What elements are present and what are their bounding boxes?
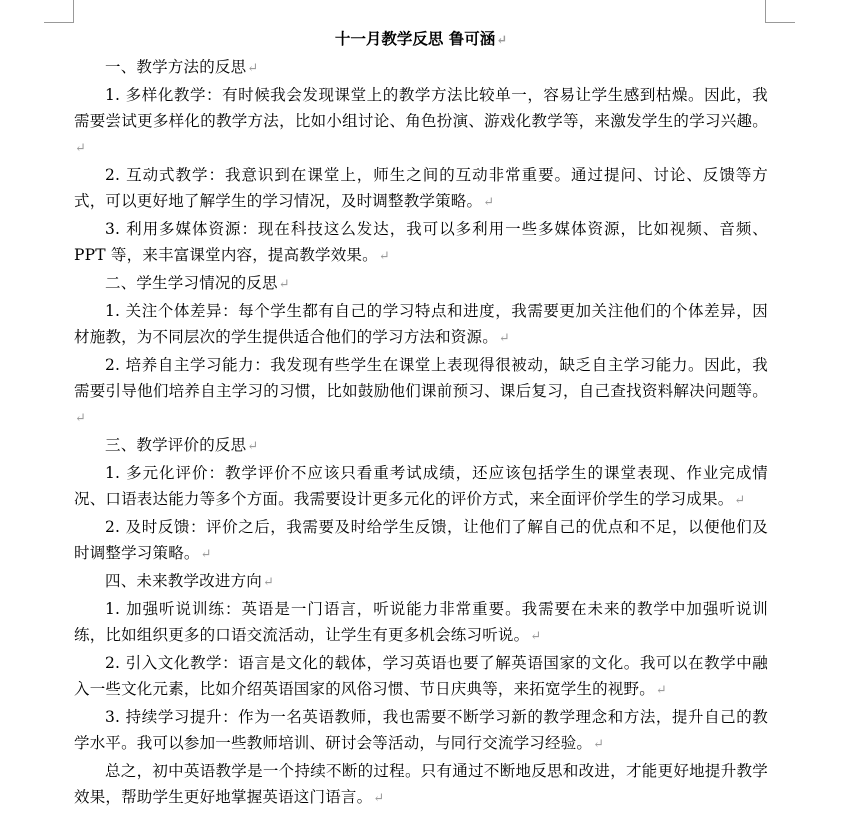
paragraph: 3. 持续学习提升：作为一名英语教师，我也需要不断学习新的教学理念和方法，提升自己的教学水平。我可以参加一些教师培训、研讨会等活动，与同行交流学习经验。↵ [74,708,768,752]
section-heading: 三、教学评价的反思↵ [105,436,259,454]
paragraph: 3. 利用多媒体资源：现在科技这么发达，我可以多利用一些多媒体资源，比如视频、音频、PPT 等，来丰富课堂内容，提高教学效果。↵ [74,220,768,264]
paragraph-mark-icon: ↵ [496,33,508,48]
paragraph-mark-icon: ↵ [530,629,542,644]
section-heading: 二、学生学习情况的反思↵ [105,274,290,292]
paragraph-mark-icon: ↵ [378,249,390,264]
paragraph: 1. 多元化评价：教学评价不应该只看重考试成绩，还应该包括学生的课堂表现、作业完成情况、口语表达能力等多个方面。我需要设计更多元化的评价方式，来全面评价学生的学习成果。↵ [74,464,768,508]
crop-mark-top-left-horizontal [44,22,74,23]
paragraph: 1. 多样化教学：有时候我会发现课堂上的教学方法比较单一，容易让学生感到枯燥。因此，我需要尝试更多样化的教学方法，比如小组讨论、角色扮演、游戏化教学等，来激发学生的学习兴趣。↵ [74,86,768,156]
paragraph: 2. 引入文化教学：语言是文化的载体，学习英语也要了解英语国家的文化。我可以在教学中融入一些文化元素，比如介绍英语国家的风俗习惯、节日庆典等，来拓宽学生的视野。↵ [74,654,768,698]
paragraph-mark-icon: ↵ [263,575,275,590]
paragraph: 1. 加强听说训练：英语是一门语言，听说能力非常重要。我需要在未来的教学中加强听说训练，比如组织更多的口语交流活动，让学生有更多机会练习听说。↵ [74,600,768,644]
paragraph-mark-icon: ↵ [483,195,495,210]
document-title: 十一月教学反思 鲁可涵↵ [334,29,508,48]
section-heading: 一、教学方法的反思↵ [105,58,259,76]
paragraph: 1. 关注个体差异：每个学生都有自己的学习特点和进度，我需要更加关注他们的个体差异，因材施教，为不同层次的学生提供适合他们的学习方法和资源。↵ [74,302,768,346]
paragraph-mark-icon: ↵ [278,277,290,292]
section-heading: 四、未来教学改进方向↵ [105,572,275,590]
paragraph-mark-icon: ↵ [373,791,385,806]
paragraph-mark-icon: ↵ [75,141,87,156]
crop-mark-top-right-horizontal [765,22,795,23]
paragraph-mark-icon: ↵ [734,493,746,508]
paragraph-mark-icon: ↵ [655,683,667,698]
paragraph: 2. 及时反馈：评价之后，我需要及时给学生反馈，让他们了解自己的优点和不足，以便他们及时调整学习策略。↵ [74,518,768,562]
conclusion-paragraph: 总之，初中英语教学是一个持续不断的过程。只有通过不断地反思和改进，才能更好地提升教学效果，帮助学生更好地掌握英语这门语言。↵ [74,762,768,806]
paragraph-mark-icon: ↵ [498,331,510,346]
paragraph-mark-icon: ↵ [75,411,87,426]
crop-mark-top-left-vertical [73,0,74,22]
paragraph-mark-icon: ↵ [247,439,259,454]
paragraph: 2. 培养自主学习能力：我发现有些学生在课堂上表现得很被动，缺乏自主学习能力。因此，我需要引导他们培养自主学习的习惯，比如鼓励他们课前预习、课后复习，自己查找资料解决问题等。↵ [74,356,768,426]
paragraph-mark-icon: ↵ [200,547,212,562]
paragraph: 2. 互动式教学：我意识到在课堂上，师生之间的互动非常重要。通过提问、讨论、反馈等方式，可以更好地了解学生的学习情况，及时调整教学策略。↵ [74,166,768,210]
paragraph-mark-icon: ↵ [247,61,259,76]
document-page[interactable] [74,26,768,812]
paragraph-mark-icon: ↵ [593,737,605,752]
crop-mark-top-right-vertical [765,0,766,22]
